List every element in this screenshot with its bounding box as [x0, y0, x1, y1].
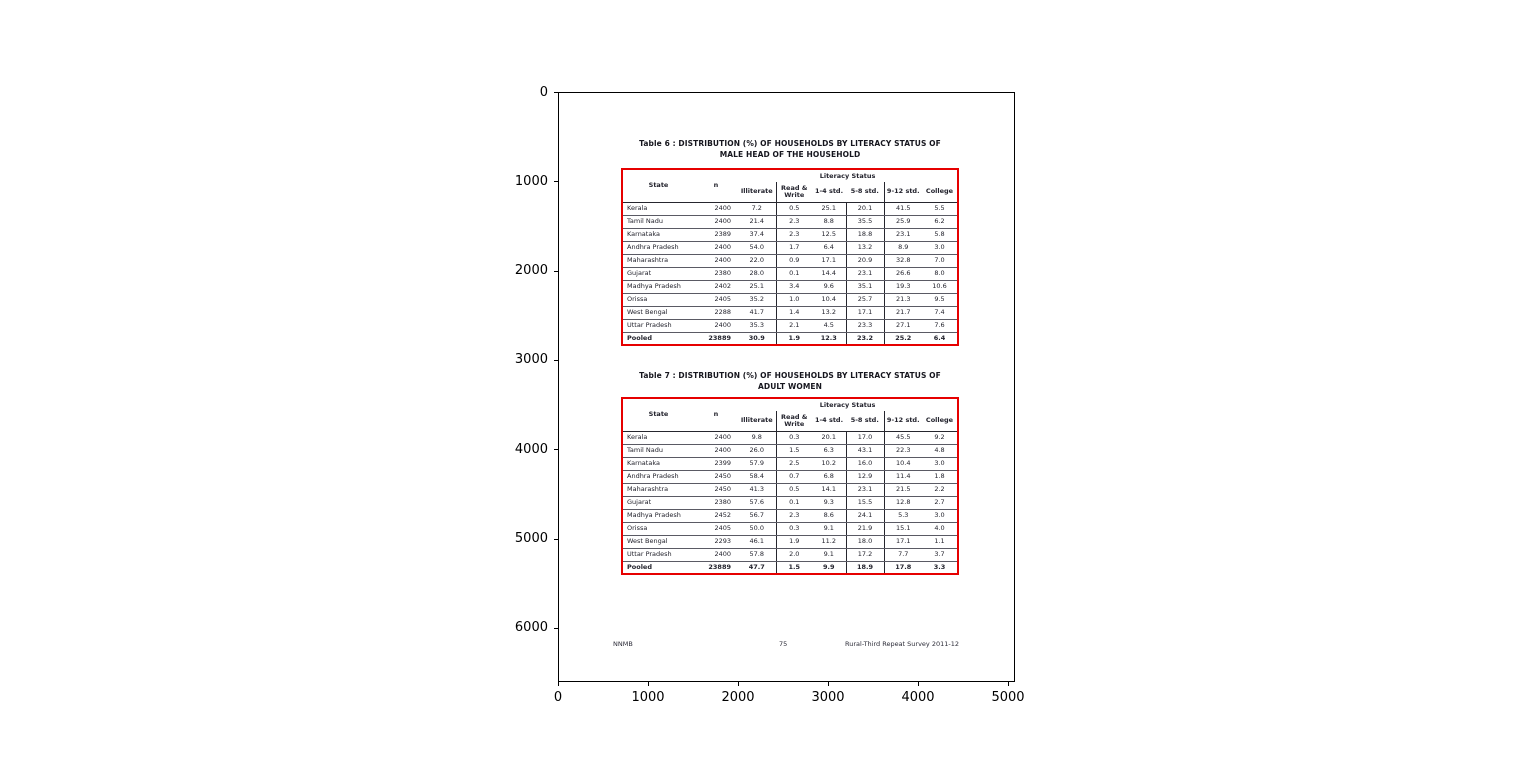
- value-cell: 19.3: [884, 280, 922, 293]
- column-header-5-8-std-: 5-8 std.: [846, 411, 884, 431]
- value-cell: 2380: [694, 496, 738, 509]
- value-cell: 20.1: [846, 202, 884, 215]
- table-row: [622, 202, 958, 215]
- value-cell: 18.0: [846, 535, 884, 548]
- x-tick-label: 5000: [991, 690, 1025, 705]
- y-tick-label: 0: [539, 84, 548, 100]
- value-cell: 21.7: [884, 306, 922, 319]
- table6-literacy-male-head: [621, 168, 959, 346]
- value-cell: 2400: [694, 319, 738, 332]
- value-cell: 58.4: [738, 470, 776, 483]
- value-cell: 23889: [694, 332, 738, 345]
- value-cell: 21.9: [846, 522, 884, 535]
- state-cell: Andhra Pradesh: [622, 470, 694, 483]
- value-cell: 13.2: [846, 241, 884, 254]
- state-cell: Uttar Pradesh: [622, 319, 694, 332]
- value-cell: 8.0: [922, 267, 958, 280]
- value-cell: 14.1: [812, 483, 846, 496]
- value-cell: 2450: [694, 470, 738, 483]
- value-cell: 6.4: [922, 332, 958, 345]
- value-cell: 21.5: [884, 483, 922, 496]
- value-cell: 12.8: [884, 496, 922, 509]
- value-cell: 41.5: [884, 202, 922, 215]
- column-header-state: State: [622, 169, 694, 202]
- table-row: [622, 267, 958, 280]
- value-cell: 57.8: [738, 548, 776, 561]
- value-cell: 35.3: [738, 319, 776, 332]
- value-cell: 21.4: [738, 215, 776, 228]
- state-cell: Maharashtra: [622, 483, 694, 496]
- value-cell: 22.3: [884, 444, 922, 457]
- value-cell: 12.9: [846, 470, 884, 483]
- value-cell: 25.7: [846, 293, 884, 306]
- value-cell: 7.2: [738, 202, 776, 215]
- value-cell: 3.0: [922, 509, 958, 522]
- value-cell: 0.5: [776, 483, 812, 496]
- x-tick-mark: [648, 682, 649, 686]
- column-header-illiterate: Illiterate: [738, 411, 776, 431]
- y-tick-mark: [554, 271, 558, 272]
- value-cell: 35.1: [846, 280, 884, 293]
- value-cell: 1.8: [922, 470, 958, 483]
- value-cell: 1.7: [776, 241, 812, 254]
- column-header-n: n: [694, 169, 738, 202]
- value-cell: 2399: [694, 457, 738, 470]
- value-cell: 8.8: [812, 215, 846, 228]
- column-header-1-4-std-: 1-4 std.: [812, 182, 846, 202]
- value-cell: 5.3: [884, 509, 922, 522]
- value-cell: 56.7: [738, 509, 776, 522]
- value-cell: 10.4: [884, 457, 922, 470]
- value-cell: 0.9: [776, 254, 812, 267]
- value-cell: 4.8: [922, 444, 958, 457]
- value-cell: 10.4: [812, 293, 846, 306]
- table6-title-line2: MALE HEAD OF THE HOUSEHOLD: [719, 149, 861, 159]
- column-header-read-write: Read & Write: [776, 182, 812, 202]
- state-cell: Kerala: [622, 431, 694, 444]
- x-tick-label: 2000: [721, 690, 755, 705]
- value-cell: 2400: [694, 254, 738, 267]
- value-cell: 2400: [694, 202, 738, 215]
- value-cell: 47.7: [738, 561, 776, 574]
- value-cell: 57.6: [738, 496, 776, 509]
- table-row: [622, 522, 958, 535]
- value-cell: 9.6: [812, 280, 846, 293]
- value-cell: 0.1: [776, 496, 812, 509]
- table-row: [622, 293, 958, 306]
- value-cell: 24.1: [846, 509, 884, 522]
- value-cell: 43.1: [846, 444, 884, 457]
- value-cell: 23.3: [846, 319, 884, 332]
- table-row: [622, 254, 958, 267]
- value-cell: 14.4: [812, 267, 846, 280]
- state-cell: West Bengal: [622, 306, 694, 319]
- value-cell: 45.5: [884, 431, 922, 444]
- value-cell: 6.3: [812, 444, 846, 457]
- value-cell: 1.0: [776, 293, 812, 306]
- value-cell: 2400: [694, 444, 738, 457]
- value-cell: 6.2: [922, 215, 958, 228]
- value-cell: 26.0: [738, 444, 776, 457]
- value-cell: 10.2: [812, 457, 846, 470]
- value-cell: 22.0: [738, 254, 776, 267]
- column-header-illiterate: Illiterate: [738, 182, 776, 202]
- value-cell: 26.6: [884, 267, 922, 280]
- table-row: [622, 548, 958, 561]
- table-row: [622, 228, 958, 241]
- value-cell: 2400: [694, 215, 738, 228]
- scanned-page: [559, 93, 1014, 681]
- value-cell: 2452: [694, 509, 738, 522]
- value-cell: 1.4: [776, 306, 812, 319]
- x-tick-mark: [558, 682, 559, 686]
- state-cell: Madhya Pradesh: [622, 509, 694, 522]
- y-tick-mark: [554, 360, 558, 361]
- state-cell: Kerala: [622, 202, 694, 215]
- plot-axes: [558, 92, 1015, 682]
- state-cell: Pooled: [622, 332, 694, 345]
- value-cell: 1.1: [922, 535, 958, 548]
- state-cell: West Bengal: [622, 535, 694, 548]
- table-row: [622, 470, 958, 483]
- value-cell: 2.3: [776, 215, 812, 228]
- state-cell: Andhra Pradesh: [622, 241, 694, 254]
- value-cell: 2389: [694, 228, 738, 241]
- value-cell: 30.9: [738, 332, 776, 345]
- value-cell: 23.1: [846, 483, 884, 496]
- y-tick-label: 3000: [514, 352, 548, 368]
- value-cell: 1.9: [776, 535, 812, 548]
- x-tick-label: 1000: [631, 690, 665, 705]
- value-cell: 1.9: [776, 332, 812, 345]
- value-cell: 11.4: [884, 470, 922, 483]
- value-cell: 2288: [694, 306, 738, 319]
- value-cell: 25.9: [884, 215, 922, 228]
- pooled-row: [622, 332, 958, 345]
- x-tick-mark: [738, 682, 739, 686]
- table-row: [622, 496, 958, 509]
- value-cell: 54.0: [738, 241, 776, 254]
- y-tick-label: 5000: [514, 531, 548, 547]
- value-cell: 1.5: [776, 561, 812, 574]
- value-cell: 0.1: [776, 267, 812, 280]
- value-cell: 17.1: [846, 306, 884, 319]
- state-cell: Orissa: [622, 522, 694, 535]
- value-cell: 0.7: [776, 470, 812, 483]
- x-tick-mark: [918, 682, 919, 686]
- table-row: [622, 431, 958, 444]
- value-cell: 2.0: [776, 548, 812, 561]
- y-tick-label: 4000: [514, 441, 548, 457]
- value-cell: 0.3: [776, 522, 812, 535]
- value-cell: 2405: [694, 293, 738, 306]
- x-tick-mark: [828, 682, 829, 686]
- value-cell: 18.9: [846, 561, 884, 574]
- y-tick-mark: [554, 539, 558, 540]
- state-cell: Gujarat: [622, 267, 694, 280]
- table-row: [622, 319, 958, 332]
- value-cell: 2293: [694, 535, 738, 548]
- table-row: [622, 280, 958, 293]
- value-cell: 3.3: [922, 561, 958, 574]
- value-cell: 32.8: [884, 254, 922, 267]
- value-cell: 4.0: [922, 522, 958, 535]
- x-tick-label: 4000: [901, 690, 935, 705]
- column-header-state: State: [622, 398, 694, 431]
- value-cell: 35.5: [846, 215, 884, 228]
- value-cell: 17.1: [884, 535, 922, 548]
- value-cell: 3.7: [922, 548, 958, 561]
- y-tick-mark: [554, 181, 558, 182]
- table6-container: [621, 168, 957, 346]
- value-cell: 13.2: [812, 306, 846, 319]
- value-cell: 7.7: [884, 548, 922, 561]
- page-footer: [559, 640, 1014, 650]
- value-cell: 2402: [694, 280, 738, 293]
- table7-title: [595, 371, 985, 392]
- value-cell: 17.8: [884, 561, 922, 574]
- table-row: [622, 215, 958, 228]
- x-tick-mark: [1008, 682, 1009, 686]
- value-cell: 25.1: [738, 280, 776, 293]
- table-row: [622, 457, 958, 470]
- state-cell: Tamil Nadu: [622, 215, 694, 228]
- value-cell: 18.8: [846, 228, 884, 241]
- value-cell: 15.1: [884, 522, 922, 535]
- table7-title-line1: Table 7 : DISTRIBUTION (%) OF HOUSEHOLDS BY LITERACY STATUS OF: [639, 371, 941, 380]
- value-cell: 2450: [694, 483, 738, 496]
- value-cell: 9.5: [922, 293, 958, 306]
- value-cell: 6.8: [812, 470, 846, 483]
- value-cell: 0.3: [776, 431, 812, 444]
- y-tick-label: 2000: [514, 263, 548, 279]
- y-tick-mark: [554, 628, 558, 629]
- state-cell: Orissa: [622, 293, 694, 306]
- value-cell: 9.2: [922, 431, 958, 444]
- value-cell: 27.1: [884, 319, 922, 332]
- value-cell: 20.9: [846, 254, 884, 267]
- value-cell: 46.1: [738, 535, 776, 548]
- table7-title-line2: ADULT WOMEN: [758, 381, 822, 391]
- state-cell: Gujarat: [622, 496, 694, 509]
- value-cell: 7.6: [922, 319, 958, 332]
- value-cell: 8.9: [884, 241, 922, 254]
- footer-page-number: 75: [779, 640, 788, 648]
- footer-survey-label: Rural-Third Repeat Survey 2011-12: [845, 640, 959, 648]
- group-header-literacy-status: Literacy Status: [819, 171, 876, 180]
- value-cell: 3.4: [776, 280, 812, 293]
- value-cell: 0.5: [776, 202, 812, 215]
- value-cell: 2380: [694, 267, 738, 280]
- value-cell: 37.4: [738, 228, 776, 241]
- pooled-row: [622, 561, 958, 574]
- value-cell: 3.0: [922, 457, 958, 470]
- value-cell: 2.2: [922, 483, 958, 496]
- table6-title: [595, 139, 985, 160]
- value-cell: 11.2: [812, 535, 846, 548]
- table6-title-line1: Table 6 : DISTRIBUTION (%) OF HOUSEHOLDS BY LITERACY STATUS OF: [639, 139, 941, 148]
- value-cell: 2400: [694, 431, 738, 444]
- value-cell: 21.3: [884, 293, 922, 306]
- column-header-college: College: [922, 182, 958, 202]
- value-cell: 23.1: [884, 228, 922, 241]
- value-cell: 2400: [694, 548, 738, 561]
- value-cell: 12.3: [812, 332, 846, 345]
- value-cell: 41.7: [738, 306, 776, 319]
- value-cell: 23889: [694, 561, 738, 574]
- value-cell: 9.9: [812, 561, 846, 574]
- value-cell: 5.5: [922, 202, 958, 215]
- y-tick-label: 1000: [514, 173, 548, 189]
- y-tick-mark: [554, 92, 558, 93]
- column-header-college: College: [922, 411, 958, 431]
- state-cell: Tamil Nadu: [622, 444, 694, 457]
- value-cell: 7.0: [922, 254, 958, 267]
- value-cell: 9.3: [812, 496, 846, 509]
- value-cell: 17.2: [846, 548, 884, 561]
- table-row: [622, 306, 958, 319]
- value-cell: 2405: [694, 522, 738, 535]
- value-cell: 2.3: [776, 509, 812, 522]
- value-cell: 35.2: [738, 293, 776, 306]
- value-cell: 50.0: [738, 522, 776, 535]
- column-header-9-12-std-: 9-12 std.: [884, 182, 922, 202]
- value-cell: 9.1: [812, 522, 846, 535]
- state-cell: Karnataka: [622, 457, 694, 470]
- value-cell: 7.4: [922, 306, 958, 319]
- value-cell: 9.8: [738, 431, 776, 444]
- value-cell: 17.0: [846, 431, 884, 444]
- state-cell: Maharashtra: [622, 254, 694, 267]
- value-cell: 15.5: [846, 496, 884, 509]
- table-row: [622, 509, 958, 522]
- value-cell: 10.6: [922, 280, 958, 293]
- value-cell: 17.1: [812, 254, 846, 267]
- column-header-read-write: Read & Write: [776, 411, 812, 431]
- value-cell: 41.3: [738, 483, 776, 496]
- value-cell: 2.7: [922, 496, 958, 509]
- group-header-literacy-status: Literacy Status: [819, 400, 876, 409]
- table-row: [622, 535, 958, 548]
- value-cell: 9.1: [812, 548, 846, 561]
- y-tick-mark: [554, 449, 558, 450]
- value-cell: 20.1: [812, 431, 846, 444]
- table-row: [622, 444, 958, 457]
- value-cell: 6.4: [812, 241, 846, 254]
- x-tick-label: 0: [553, 690, 563, 705]
- column-header-1-4-std-: 1-4 std.: [812, 411, 846, 431]
- state-cell: Uttar Pradesh: [622, 548, 694, 561]
- value-cell: 2400: [694, 241, 738, 254]
- value-cell: 28.0: [738, 267, 776, 280]
- x-tick-label: 3000: [811, 690, 845, 705]
- value-cell: 25.2: [884, 332, 922, 345]
- value-cell: 12.5: [812, 228, 846, 241]
- table7-container: [621, 397, 957, 575]
- value-cell: 4.5: [812, 319, 846, 332]
- table7-literacy-adult-women: [621, 397, 959, 575]
- value-cell: 3.0: [922, 241, 958, 254]
- state-cell: Karnataka: [622, 228, 694, 241]
- value-cell: 1.5: [776, 444, 812, 457]
- value-cell: 16.0: [846, 457, 884, 470]
- value-cell: 25.1: [812, 202, 846, 215]
- column-header-n: n: [694, 398, 738, 431]
- column-header-9-12-std-: 9-12 std.: [884, 411, 922, 431]
- value-cell: 8.6: [812, 509, 846, 522]
- value-cell: 23.1: [846, 267, 884, 280]
- table-row: [622, 241, 958, 254]
- value-cell: 2.3: [776, 228, 812, 241]
- value-cell: 5.8: [922, 228, 958, 241]
- footer-org-label: NNMB: [613, 640, 633, 648]
- value-cell: 2.1: [776, 319, 812, 332]
- table-row: [622, 483, 958, 496]
- state-cell: Pooled: [622, 561, 694, 574]
- state-cell: Madhya Pradesh: [622, 280, 694, 293]
- column-header-5-8-std-: 5-8 std.: [846, 182, 884, 202]
- value-cell: 2.5: [776, 457, 812, 470]
- y-tick-label: 6000: [514, 620, 548, 636]
- value-cell: 57.9: [738, 457, 776, 470]
- value-cell: 23.2: [846, 332, 884, 345]
